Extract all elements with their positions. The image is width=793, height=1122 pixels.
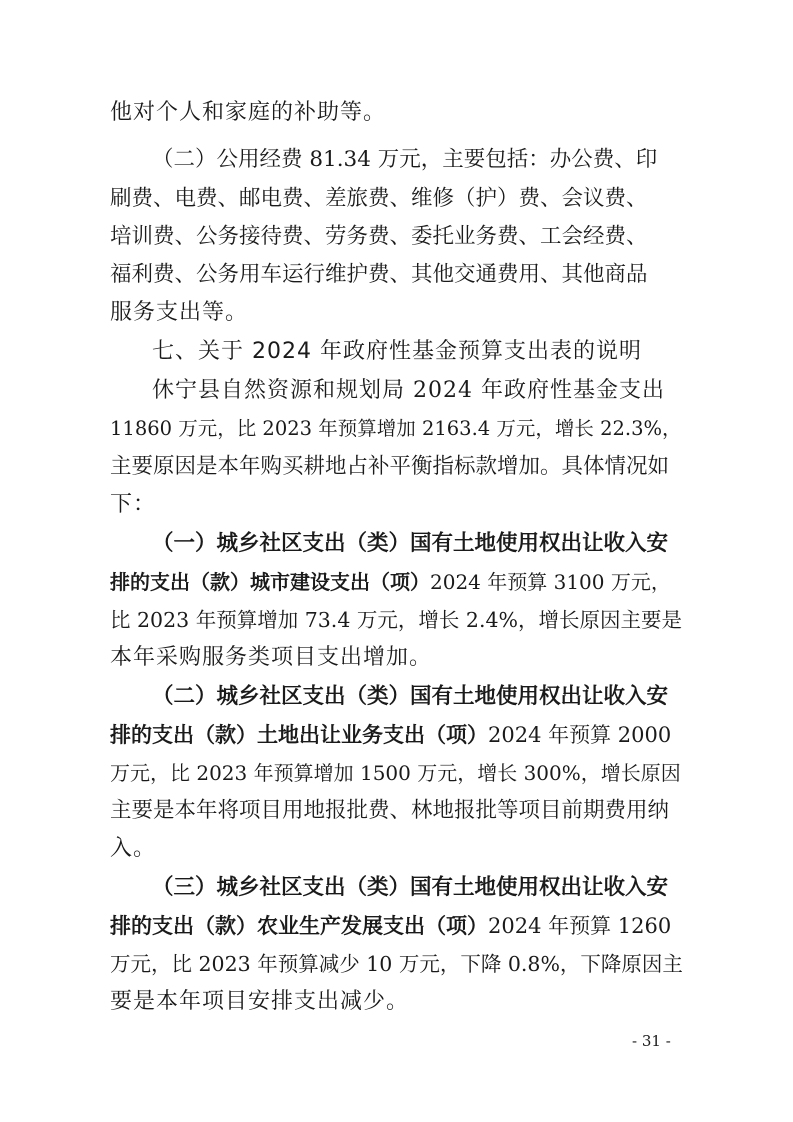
subsection-title: （一）城乡社区支出（类）国有土地使用权出让收入安	[152, 531, 669, 556]
body-text-segment: 2024 年预算 1260	[488, 914, 672, 938]
body-text-line: 本年采购服务类项目支出增加。	[110, 645, 433, 670]
subsection-title-cont: 排的支出（款）土地出让业务支出（项）	[110, 722, 488, 747]
body-text-line: 他对个人和家庭的补助等。	[110, 100, 387, 125]
subsection-title-cont: 排的支出（款）农业生产发展支出（项）	[110, 913, 488, 938]
body-text-line: 入。	[110, 836, 157, 861]
body-text-line	[110, 911, 671, 941]
body-text-line: 培训费、公务接待费、劳务费、委托业务费、工会经费、	[110, 224, 648, 249]
body-text-line: 休宁县自然资源和规划局 2024 年政府性基金支出	[152, 378, 665, 403]
subsection-title: （三）城乡社区支出（类）国有土地使用权出让收入安	[152, 875, 669, 900]
body-text-line: 万元，比 2023 年预算增加 1500 万元，增长 300%，增长原因	[110, 761, 681, 785]
subsection-title-cont: 排的支出（款）城市建设支出（项）	[110, 570, 430, 594]
body-text-line: 比 2023 年预算增加 73.4 万元，增长 2.4%，增长原因主要是	[110, 608, 682, 632]
body-text-line	[110, 720, 671, 750]
body-text-segment: 2024 年预算 3100 万元，	[430, 570, 671, 594]
body-text-line: 主要是本年将项目用地报批费、林地报批等项目前期费用纳	[110, 798, 670, 823]
body-text-line: 下：	[110, 492, 157, 517]
body-text-line: 服务支出等。	[110, 300, 249, 325]
body-text-line: 福利费、公务用车运行维护费、其他交通费用、其他商品	[110, 262, 648, 287]
body-text-line: 要是本年项目安排支出减少。	[110, 989, 410, 1014]
page-number: - 31 -	[632, 1032, 671, 1050]
body-text-segment: 2024 年预算 2000	[488, 723, 672, 747]
section-heading: 七、关于 2024 年政府性基金预算支出表的说明	[152, 339, 642, 364]
body-text-line: 11860 万元，比 2023 年预算增加 2163.4 万元，增长 22.3%，	[110, 417, 682, 440]
body-text-line: 万元，比 2023 年预算减少 10 万元，下降 0.8%，下降原因主	[110, 952, 683, 976]
body-text-line: （二）公用经费 81.34 万元，主要包括：办公费、印	[152, 147, 658, 172]
body-text-line	[110, 567, 671, 597]
body-text-line: 刷费、电费、邮电费、差旅费、维修（护）费、会议费、	[110, 186, 648, 211]
subsection-title: （二）城乡社区支出（类）国有土地使用权出让收入安	[152, 684, 669, 709]
body-text-line: 主要原因是本年购买耕地占补平衡指标款增加。具体情况如	[110, 454, 670, 479]
